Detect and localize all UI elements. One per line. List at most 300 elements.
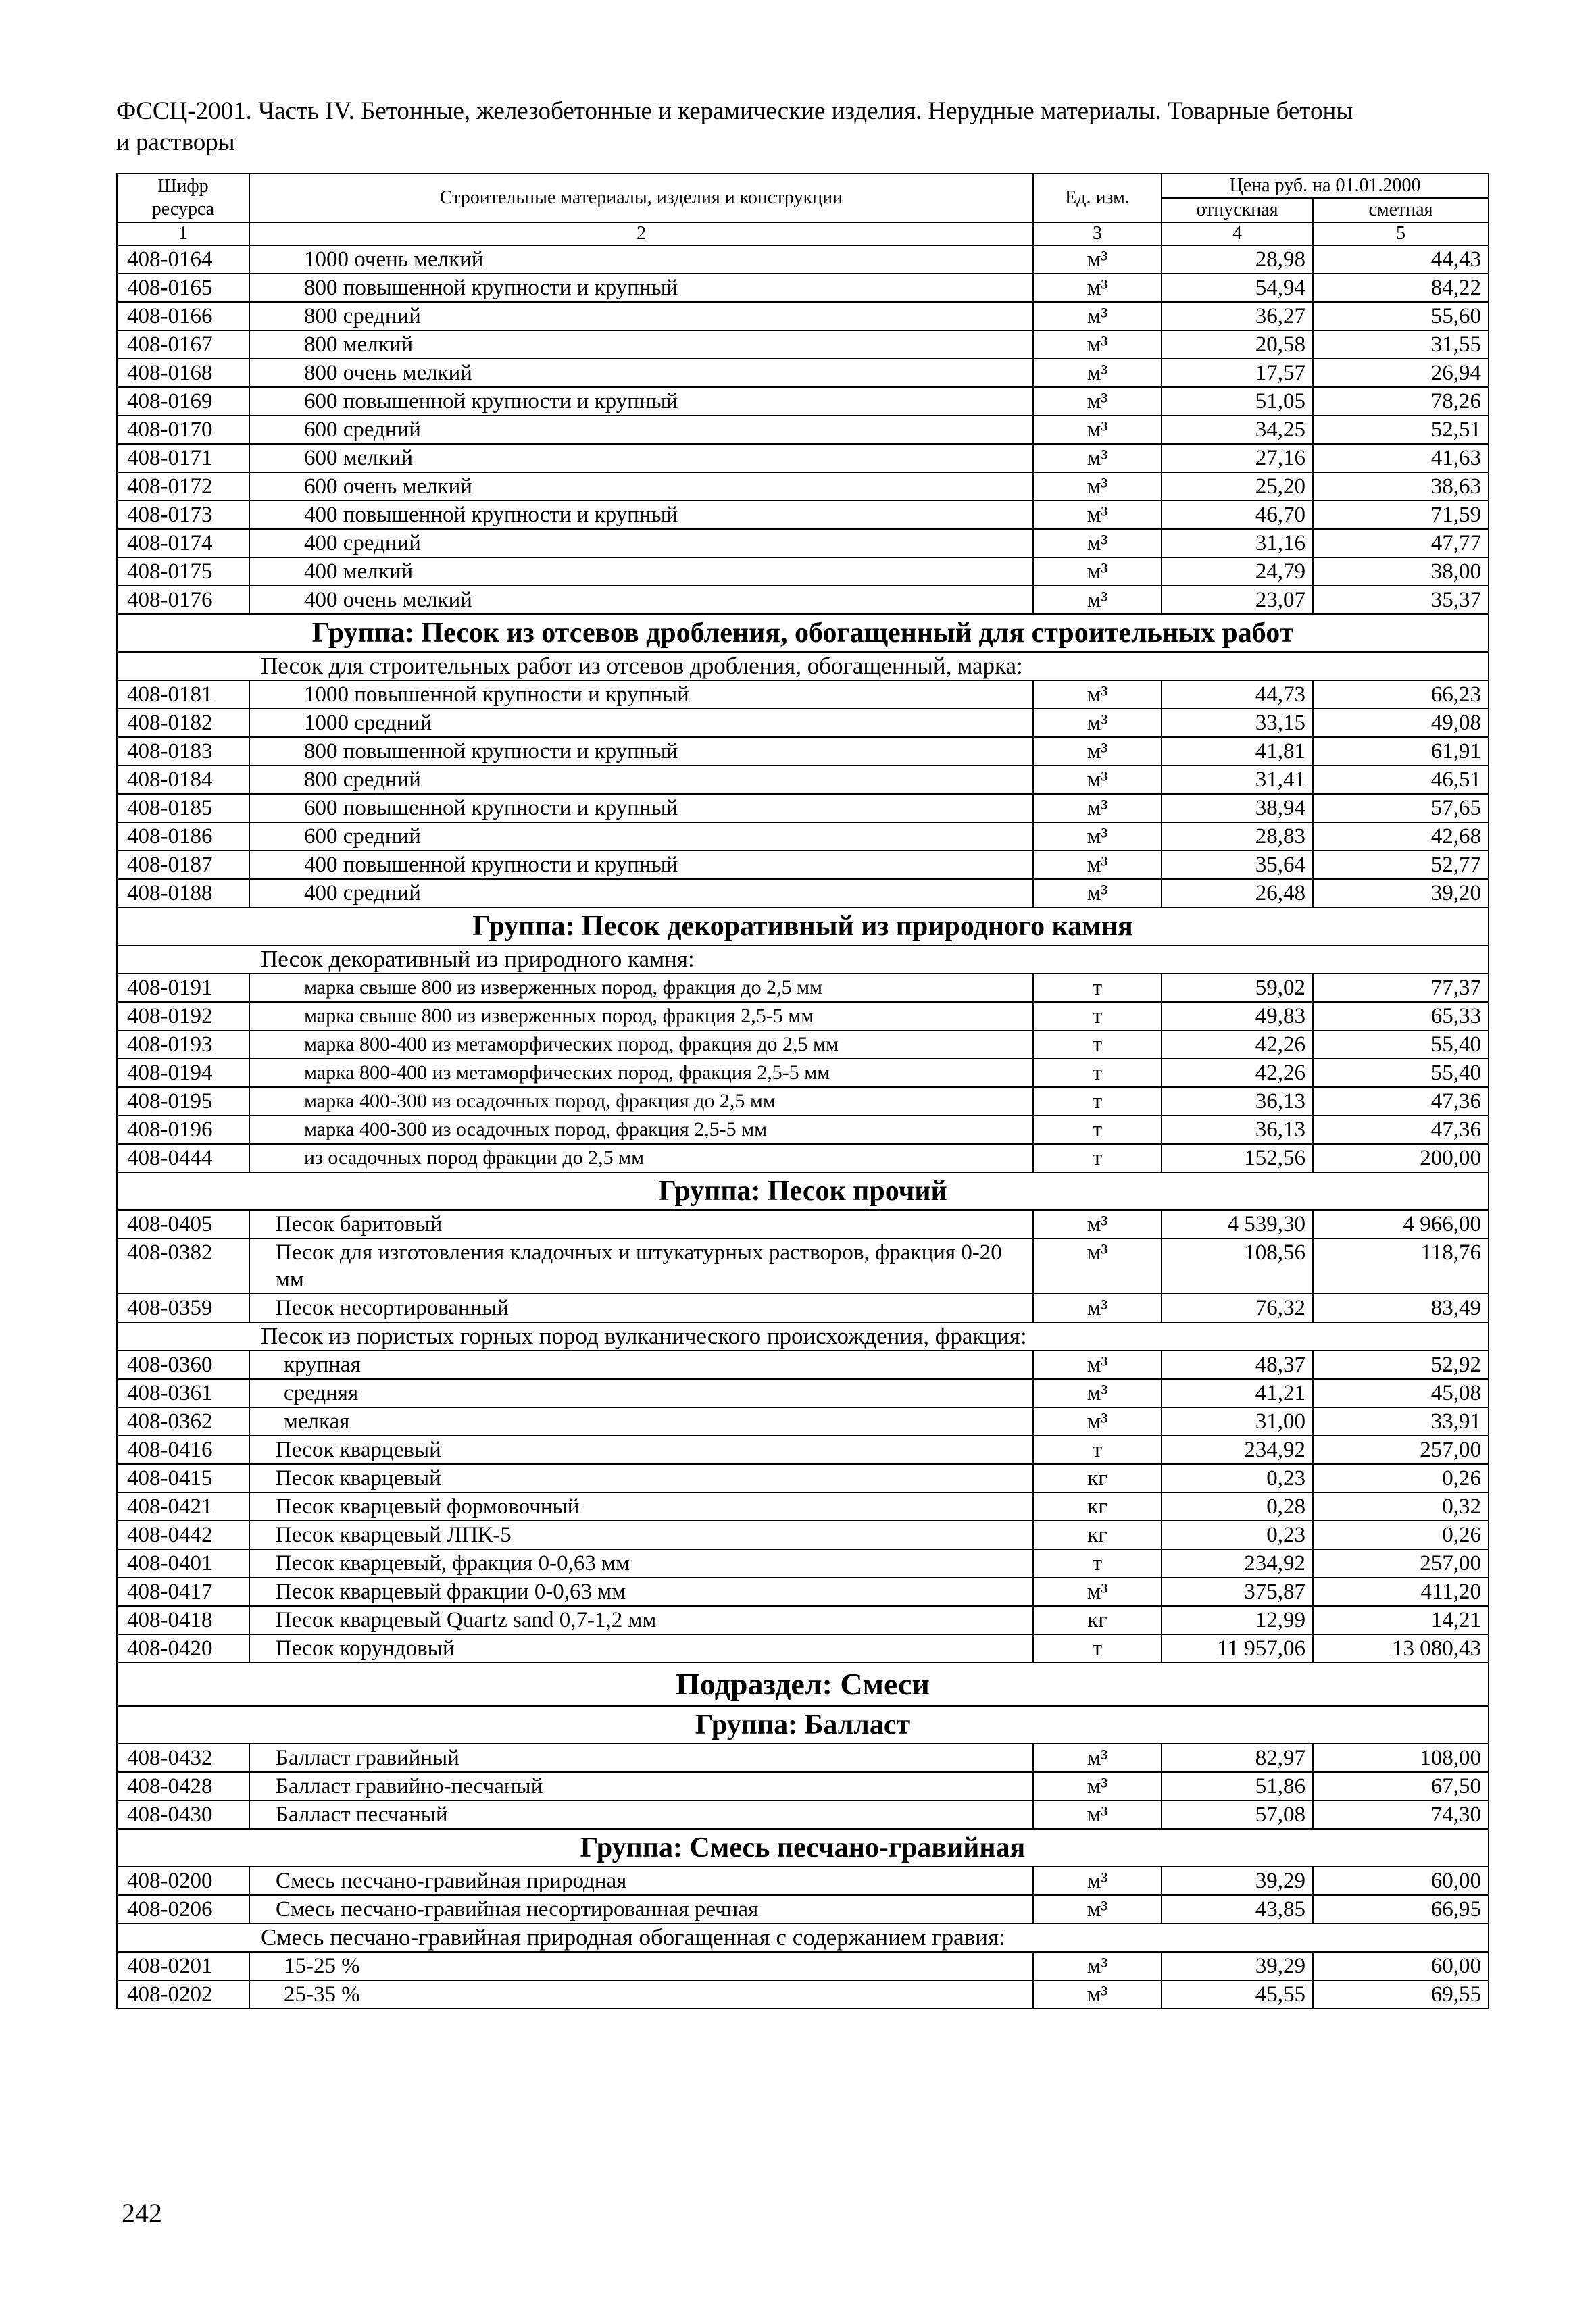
material-name: 600 повышенной крупности и крупный xyxy=(249,387,1033,416)
release-price: 25,20 xyxy=(1162,472,1313,501)
table-row xyxy=(117,274,1489,302)
estimate-price: 55,40 xyxy=(1313,1030,1489,1059)
table-row xyxy=(117,680,1489,709)
material-name: 1000 средний xyxy=(249,709,1033,737)
price-table-container xyxy=(116,173,1488,2009)
unit-cell: м³ xyxy=(1033,1379,1162,1407)
release-price: 27,16 xyxy=(1162,444,1313,472)
unit-cell: м³ xyxy=(1033,416,1162,444)
table-row xyxy=(117,1801,1489,1829)
estimate-price: 66,95 xyxy=(1313,1895,1489,1923)
col-header-estimate: сметная xyxy=(1313,198,1489,222)
material-name: 800 средний xyxy=(249,765,1033,794)
estimate-price: 35,37 xyxy=(1313,586,1489,614)
table-header-row xyxy=(117,174,1489,198)
unit-cell: кг xyxy=(1033,1606,1162,1634)
unit-cell: м³ xyxy=(1033,879,1162,907)
estimate-price: 47,36 xyxy=(1313,1115,1489,1144)
resource-code: 408-0171 xyxy=(117,444,249,472)
table-row xyxy=(117,1606,1489,1634)
page-header xyxy=(116,96,1488,158)
table-row xyxy=(117,302,1489,330)
estimate-price: 52,92 xyxy=(1313,1351,1489,1379)
material-name: 1000 очень мелкий xyxy=(249,245,1033,274)
unit-cell: м³ xyxy=(1033,709,1162,737)
group-subtitle: Песок для строительных работ из отсевов дробления, обогащенный, марка: xyxy=(117,652,1489,680)
release-price: 0,23 xyxy=(1162,1464,1313,1492)
resource-code: 408-0172 xyxy=(117,472,249,501)
resource-code: 408-0196 xyxy=(117,1115,249,1144)
material-name: 400 средний xyxy=(249,879,1033,907)
release-price: 152,56 xyxy=(1162,1144,1313,1172)
material-name: марка 400-300 из осадочных пород, фракция 2,5-5 мм xyxy=(249,1115,1033,1144)
table-row xyxy=(117,1115,1489,1144)
group-subtitle-row xyxy=(117,1923,1489,1952)
unit-cell: м³ xyxy=(1033,737,1162,765)
material-name: 800 очень мелкий xyxy=(249,359,1033,387)
table-row xyxy=(117,1087,1489,1115)
resource-code: 408-0186 xyxy=(117,822,249,851)
estimate-price: 33,91 xyxy=(1313,1407,1489,1436)
resource-code: 408-0184 xyxy=(117,765,249,794)
table-row xyxy=(117,1002,1489,1030)
unit-cell: м³ xyxy=(1033,1895,1162,1923)
estimate-price: 45,08 xyxy=(1313,1379,1489,1407)
estimate-price: 38,00 xyxy=(1313,557,1489,586)
col-number: 3 xyxy=(1033,222,1162,245)
unit-cell: м³ xyxy=(1033,557,1162,586)
table-row xyxy=(117,1059,1489,1087)
unit-cell: м³ xyxy=(1033,1952,1162,1980)
material-name: марка 800-400 из метаморфических пород, фракция до 2,5 мм xyxy=(249,1030,1033,1059)
table-row xyxy=(117,387,1489,416)
estimate-price: 49,08 xyxy=(1313,709,1489,737)
group-title-row xyxy=(117,907,1489,945)
unit-cell: м³ xyxy=(1033,822,1162,851)
release-price: 28,83 xyxy=(1162,822,1313,851)
header-line-2: и растворы xyxy=(116,128,235,156)
table-row xyxy=(117,1294,1489,1322)
estimate-price: 78,26 xyxy=(1313,387,1489,416)
resource-code: 408-0202 xyxy=(117,1980,249,2009)
table-row xyxy=(117,1030,1489,1059)
group-subtitle-row xyxy=(117,652,1489,680)
table-row xyxy=(117,1772,1489,1801)
estimate-price: 4 966,00 xyxy=(1313,1210,1489,1238)
table-row xyxy=(117,1464,1489,1492)
material-name: Смесь песчано-гравийная природная xyxy=(249,1867,1033,1895)
material-name: 800 средний xyxy=(249,302,1033,330)
resource-code: 408-0181 xyxy=(117,680,249,709)
price-table-body xyxy=(117,174,1489,2009)
table-row xyxy=(117,529,1489,557)
group-title-row xyxy=(117,1172,1489,1210)
resource-code: 408-0420 xyxy=(117,1634,249,1663)
release-price: 234,92 xyxy=(1162,1436,1313,1464)
col-header-name: Строительные материалы, изделия и конструкции xyxy=(249,174,1033,222)
release-price: 46,70 xyxy=(1162,501,1313,529)
resource-code: 408-0165 xyxy=(117,274,249,302)
unit-cell: м³ xyxy=(1033,765,1162,794)
unit-cell: м³ xyxy=(1033,1210,1162,1238)
resource-code: 408-0174 xyxy=(117,529,249,557)
resource-code: 408-0201 xyxy=(117,1952,249,1980)
table-row xyxy=(117,245,1489,274)
unit-cell: м³ xyxy=(1033,1744,1162,1772)
material-name: Смесь песчано-гравийная несортированная речная xyxy=(249,1895,1033,1923)
release-price: 31,00 xyxy=(1162,1407,1313,1436)
material-name: Песок кварцевый, фракция 0-0,63 мм xyxy=(249,1549,1033,1578)
estimate-price: 55,60 xyxy=(1313,302,1489,330)
unit-cell: т xyxy=(1033,974,1162,1002)
unit-cell: м³ xyxy=(1033,586,1162,614)
unit-cell: т xyxy=(1033,1087,1162,1115)
unit-cell: м³ xyxy=(1033,529,1162,557)
resource-code: 408-0185 xyxy=(117,794,249,822)
group-title: Группа: Песок прочий xyxy=(117,1172,1489,1210)
resource-code: 408-0188 xyxy=(117,879,249,907)
estimate-price: 257,00 xyxy=(1313,1436,1489,1464)
material-name: Песок кварцевый ЛПК-5 xyxy=(249,1521,1033,1549)
unit-cell: м³ xyxy=(1033,1867,1162,1895)
estimate-price: 0,26 xyxy=(1313,1521,1489,1549)
col-header-price: Цена руб. на 01.01.2000 xyxy=(1162,174,1489,198)
release-price: 0,23 xyxy=(1162,1521,1313,1549)
unit-cell: м³ xyxy=(1033,1294,1162,1322)
unit-cell: м³ xyxy=(1033,302,1162,330)
estimate-price: 77,37 xyxy=(1313,974,1489,1002)
resource-code: 408-0362 xyxy=(117,1407,249,1436)
estimate-price: 42,68 xyxy=(1313,822,1489,851)
resource-code: 408-0194 xyxy=(117,1059,249,1087)
estimate-price: 52,77 xyxy=(1313,851,1489,879)
release-price: 35,64 xyxy=(1162,851,1313,879)
release-price: 57,08 xyxy=(1162,1801,1313,1829)
unit-cell: т xyxy=(1033,1144,1162,1172)
price-table xyxy=(116,173,1489,2009)
material-name: 800 повышенной крупности и крупный xyxy=(249,274,1033,302)
unit-cell: т xyxy=(1033,1549,1162,1578)
unit-cell: м³ xyxy=(1033,387,1162,416)
release-price: 51,86 xyxy=(1162,1772,1313,1801)
table-row xyxy=(117,851,1489,879)
material-name: Песок баритовый xyxy=(249,1210,1033,1238)
resource-code: 408-0418 xyxy=(117,1606,249,1634)
unit-cell: м³ xyxy=(1033,472,1162,501)
table-row xyxy=(117,1436,1489,1464)
unit-cell: м³ xyxy=(1033,245,1162,274)
table-row xyxy=(117,444,1489,472)
material-name: 400 очень мелкий xyxy=(249,586,1033,614)
release-price: 4 539,30 xyxy=(1162,1210,1313,1238)
estimate-price: 65,33 xyxy=(1313,1002,1489,1030)
release-price: 20,58 xyxy=(1162,330,1313,359)
release-price: 28,98 xyxy=(1162,245,1313,274)
subsection-title: Подраздел: Смеси xyxy=(117,1663,1489,1706)
unit-cell: кг xyxy=(1033,1492,1162,1521)
release-price: 76,32 xyxy=(1162,1294,1313,1322)
table-row xyxy=(117,1980,1489,2009)
estimate-price: 44,43 xyxy=(1313,245,1489,274)
unit-cell: м³ xyxy=(1033,1980,1162,2009)
estimate-price: 83,49 xyxy=(1313,1294,1489,1322)
table-row xyxy=(117,1407,1489,1436)
table-row xyxy=(117,330,1489,359)
resource-code: 408-0173 xyxy=(117,501,249,529)
estimate-price: 66,23 xyxy=(1313,680,1489,709)
unit-cell: м³ xyxy=(1033,1772,1162,1801)
estimate-price: 84,22 xyxy=(1313,274,1489,302)
release-price: 33,15 xyxy=(1162,709,1313,737)
unit-cell: кг xyxy=(1033,1464,1162,1492)
release-price: 39,29 xyxy=(1162,1952,1313,1980)
resource-code: 408-0175 xyxy=(117,557,249,586)
estimate-price: 69,55 xyxy=(1313,1980,1489,2009)
release-price: 39,29 xyxy=(1162,1867,1313,1895)
resource-code: 408-0401 xyxy=(117,1549,249,1578)
table-row xyxy=(117,974,1489,1002)
resource-code: 408-0442 xyxy=(117,1521,249,1549)
table-row xyxy=(117,1521,1489,1549)
material-name: 600 средний xyxy=(249,416,1033,444)
release-price: 108,56 xyxy=(1162,1238,1313,1294)
unit-cell: м³ xyxy=(1033,794,1162,822)
resource-code: 408-0167 xyxy=(117,330,249,359)
resource-code: 408-0195 xyxy=(117,1087,249,1115)
resource-code: 408-0361 xyxy=(117,1379,249,1407)
release-price: 51,05 xyxy=(1162,387,1313,416)
group-subtitle: Песок из пористых горных пород вулканического происхождения, фракция: xyxy=(117,1322,1489,1351)
material-name: Песок для изготовления кладочных и штукатурных растворов, фракция 0-20 мм xyxy=(249,1238,1033,1294)
estimate-price: 61,91 xyxy=(1313,737,1489,765)
group-subtitle: Смесь песчано-гравийная природная обогащенная с содержанием гравия: xyxy=(117,1923,1489,1952)
resource-code: 408-0359 xyxy=(117,1294,249,1322)
release-price: 59,02 xyxy=(1162,974,1313,1002)
group-subtitle: Песок декоративный из природного камня: xyxy=(117,945,1489,974)
estimate-price: 13 080,43 xyxy=(1313,1634,1489,1663)
resource-code: 408-0415 xyxy=(117,1464,249,1492)
release-price: 49,83 xyxy=(1162,1002,1313,1030)
resource-code: 408-0183 xyxy=(117,737,249,765)
unit-cell: м³ xyxy=(1033,501,1162,529)
material-name: 400 средний xyxy=(249,529,1033,557)
release-price: 42,26 xyxy=(1162,1030,1313,1059)
group-title: Группа: Песок декоративный из природного камня xyxy=(117,907,1489,945)
material-name: марка 800-400 из метаморфических пород, фракция 2,5-5 мм xyxy=(249,1059,1033,1087)
unit-cell: т xyxy=(1033,1030,1162,1059)
material-name: Балласт гравийный xyxy=(249,1744,1033,1772)
table-row xyxy=(117,359,1489,387)
resource-code: 408-0444 xyxy=(117,1144,249,1172)
material-name: 15-25 % xyxy=(249,1952,1033,1980)
estimate-price: 200,00 xyxy=(1313,1144,1489,1172)
estimate-price: 108,00 xyxy=(1313,1744,1489,1772)
resource-code: 408-0421 xyxy=(117,1492,249,1521)
material-name: марка 400-300 из осадочных пород, фракция до 2,5 мм xyxy=(249,1087,1033,1115)
release-price: 23,07 xyxy=(1162,586,1313,614)
unit-cell: м³ xyxy=(1033,359,1162,387)
material-name: 600 мелкий xyxy=(249,444,1033,472)
material-name: Песок кварцевый xyxy=(249,1464,1033,1492)
estimate-price: 0,32 xyxy=(1313,1492,1489,1521)
release-price: 31,41 xyxy=(1162,765,1313,794)
material-name: средняя xyxy=(249,1379,1033,1407)
estimate-price: 67,50 xyxy=(1313,1772,1489,1801)
unit-cell: кг xyxy=(1033,1521,1162,1549)
table-row xyxy=(117,794,1489,822)
unit-cell: м³ xyxy=(1033,1801,1162,1829)
unit-cell: м³ xyxy=(1033,1407,1162,1436)
estimate-price: 411,20 xyxy=(1313,1578,1489,1606)
estimate-price: 47,36 xyxy=(1313,1087,1489,1115)
table-row xyxy=(117,1144,1489,1172)
resource-code: 408-0192 xyxy=(117,1002,249,1030)
table-row xyxy=(117,822,1489,851)
group-title-row xyxy=(117,614,1489,652)
material-name: 400 мелкий xyxy=(249,557,1033,586)
unit-cell: т xyxy=(1033,1059,1162,1087)
material-name: Песок несортированный xyxy=(249,1294,1033,1322)
resource-code: 408-0187 xyxy=(117,851,249,879)
resource-code: 408-0168 xyxy=(117,359,249,387)
release-price: 26,48 xyxy=(1162,879,1313,907)
estimate-price: 55,40 xyxy=(1313,1059,1489,1087)
material-name: 1000 повышенной крупности и крупный xyxy=(249,680,1033,709)
release-price: 31,16 xyxy=(1162,529,1313,557)
resource-code: 408-0170 xyxy=(117,416,249,444)
material-name: 800 повышенной крупности и крупный xyxy=(249,737,1033,765)
unit-cell: т xyxy=(1033,1115,1162,1144)
material-name: марка свыше 800 из изверженных пород, фракция 2,5-5 мм xyxy=(249,1002,1033,1030)
table-row xyxy=(117,1379,1489,1407)
release-price: 54,94 xyxy=(1162,274,1313,302)
table-row xyxy=(117,879,1489,907)
subsection-title-row xyxy=(117,1663,1489,1706)
resource-code: 408-0200 xyxy=(117,1867,249,1895)
table-row xyxy=(117,1210,1489,1238)
release-price: 45,55 xyxy=(1162,1980,1313,2009)
estimate-price: 47,77 xyxy=(1313,529,1489,557)
unit-cell: м³ xyxy=(1033,444,1162,472)
material-name: Песок кварцевый формовочный xyxy=(249,1492,1033,1521)
resource-code: 408-0405 xyxy=(117,1210,249,1238)
table-row xyxy=(117,1492,1489,1521)
resource-code: 408-0166 xyxy=(117,302,249,330)
col-header-unit: Ед. изм. xyxy=(1033,174,1162,222)
unit-cell: м³ xyxy=(1033,851,1162,879)
group-title: Группа: Смесь песчано-гравийная xyxy=(117,1829,1489,1867)
col-number: 2 xyxy=(249,222,1033,245)
release-price: 38,94 xyxy=(1162,794,1313,822)
table-row xyxy=(117,1952,1489,1980)
table-row xyxy=(117,737,1489,765)
material-name: 400 повышенной крупности и крупный xyxy=(249,851,1033,879)
table-row xyxy=(117,1578,1489,1606)
release-price: 42,26 xyxy=(1162,1059,1313,1087)
resource-code: 408-0416 xyxy=(117,1436,249,1464)
unit-cell: м³ xyxy=(1033,1578,1162,1606)
table-row xyxy=(117,1549,1489,1578)
col-number: 5 xyxy=(1313,222,1489,245)
material-name: мелкая xyxy=(249,1407,1033,1436)
resource-code: 408-0191 xyxy=(117,974,249,1002)
release-price: 36,27 xyxy=(1162,302,1313,330)
unit-cell: м³ xyxy=(1033,330,1162,359)
resource-code: 408-0176 xyxy=(117,586,249,614)
group-subtitle-row xyxy=(117,1322,1489,1351)
table-row xyxy=(117,709,1489,737)
material-name: 800 мелкий xyxy=(249,330,1033,359)
table-row xyxy=(117,1351,1489,1379)
col-header-release: отпускная xyxy=(1162,198,1313,222)
estimate-price: 118,76 xyxy=(1313,1238,1489,1294)
group-title-row xyxy=(117,1706,1489,1744)
col-number: 4 xyxy=(1162,222,1313,245)
resource-code: 408-0428 xyxy=(117,1772,249,1801)
estimate-price: 14,21 xyxy=(1313,1606,1489,1634)
material-name: Песок кварцевый xyxy=(249,1436,1033,1464)
estimate-price: 38,63 xyxy=(1313,472,1489,501)
unit-cell: м³ xyxy=(1033,1238,1162,1294)
release-price: 43,85 xyxy=(1162,1895,1313,1923)
estimate-price: 71,59 xyxy=(1313,501,1489,529)
material-name: 25-35 % xyxy=(249,1980,1033,2009)
material-name: 600 очень мелкий xyxy=(249,472,1033,501)
unit-cell: м³ xyxy=(1033,274,1162,302)
resource-code: 408-0193 xyxy=(117,1030,249,1059)
group-title: Группа: Балласт xyxy=(117,1706,1489,1744)
release-price: 82,97 xyxy=(1162,1744,1313,1772)
unit-cell: м³ xyxy=(1033,680,1162,709)
release-price: 375,87 xyxy=(1162,1578,1313,1606)
material-name: 600 средний xyxy=(249,822,1033,851)
release-price: 12,99 xyxy=(1162,1606,1313,1634)
table-row xyxy=(117,1867,1489,1895)
table-row xyxy=(117,416,1489,444)
release-price: 34,25 xyxy=(1162,416,1313,444)
table-row xyxy=(117,1634,1489,1663)
resource-code: 408-0432 xyxy=(117,1744,249,1772)
estimate-price: 257,00 xyxy=(1313,1549,1489,1578)
unit-cell: м³ xyxy=(1033,1351,1162,1379)
resource-code: 408-0169 xyxy=(117,387,249,416)
column-number-row xyxy=(117,222,1489,245)
estimate-price: 57,65 xyxy=(1313,794,1489,822)
estimate-price: 74,30 xyxy=(1313,1801,1489,1829)
estimate-price: 41,63 xyxy=(1313,444,1489,472)
table-row xyxy=(117,1744,1489,1772)
resource-code: 408-0417 xyxy=(117,1578,249,1606)
material-name: 400 повышенной крупности и крупный xyxy=(249,501,1033,529)
material-name: крупная xyxy=(249,1351,1033,1379)
release-price: 41,81 xyxy=(1162,737,1313,765)
table-row xyxy=(117,472,1489,501)
estimate-price: 60,00 xyxy=(1313,1952,1489,1980)
release-price: 36,13 xyxy=(1162,1087,1313,1115)
estimate-price: 39,20 xyxy=(1313,879,1489,907)
estimate-price: 26,94 xyxy=(1313,359,1489,387)
group-title: Группа: Песок из отсевов дробления, обогащенный для строительных работ xyxy=(117,614,1489,652)
material-name: Балласт песчаный xyxy=(249,1801,1033,1829)
unit-cell: т xyxy=(1033,1634,1162,1663)
material-name: Балласт гравийно-песчаный xyxy=(249,1772,1033,1801)
table-row xyxy=(117,557,1489,586)
col-header-code: Шифр ресурса xyxy=(117,174,249,222)
group-title-row xyxy=(117,1829,1489,1867)
release-price: 234,92 xyxy=(1162,1549,1313,1578)
table-row xyxy=(117,765,1489,794)
group-subtitle-row xyxy=(117,945,1489,974)
